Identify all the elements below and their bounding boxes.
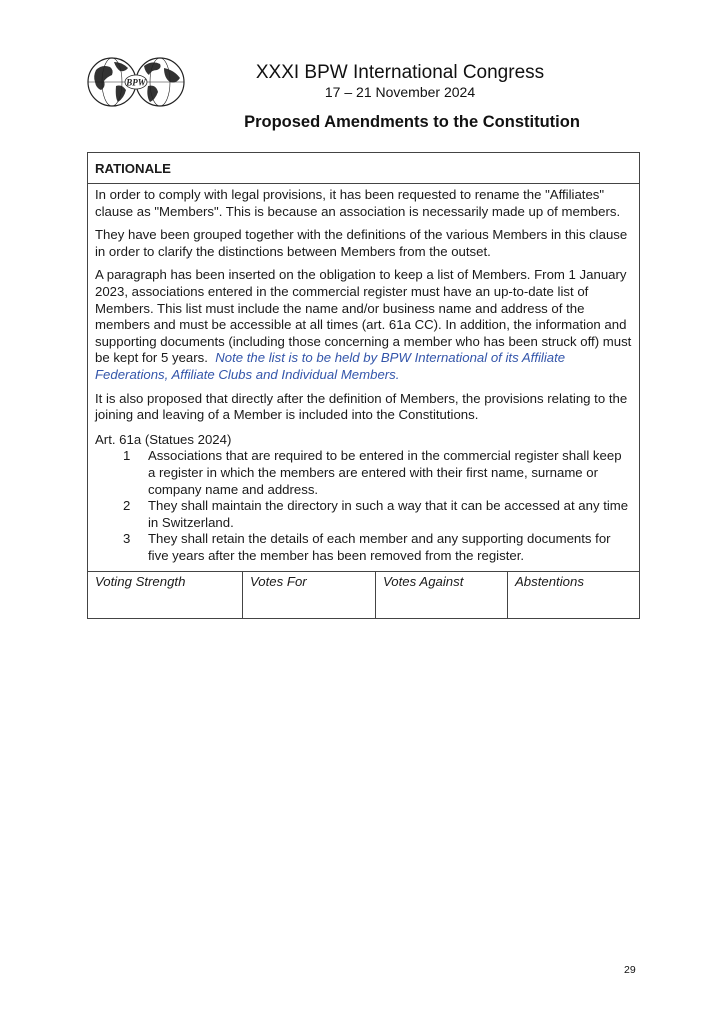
article-item — [95, 531, 632, 564]
bpw-globe-logo — [86, 56, 186, 108]
voting-row — [88, 572, 640, 619]
rationale-paragraph: It is also proposed that directly after the definition of Members, the provisions relating to the joining and leaving of a Member is included into the Constitutions. — [95, 390, 628, 423]
rationale-heading: RATIONALE — [88, 153, 640, 184]
article-item — [95, 448, 632, 498]
document-heading: Proposed Amendments to the Constitution — [244, 113, 580, 131]
rationale-paragraph-text: A paragraph has been inserted on the obligation to keep a list of Members. From 1 January 2023, associations entered in the commercial register must have an up-to-date list of Members. This list must include the name and/or business name and address of the members and must be accessible at all times (art. 61a CC). In addition, the information and supporting documents (including those concerning a member who has been struck off) must be kept for 5 years. — [95, 267, 632, 366]
rationale-table — [87, 152, 640, 619]
svg-text:BPW: BPW — [126, 77, 146, 88]
rationale-body — [88, 184, 640, 572]
article-item-number: 1 — [123, 448, 131, 464]
voting-strength-cell: Voting Strength — [88, 572, 243, 619]
article-item-text: They shall retain the details of each member and any supporting documents for five years after the member has been removed from the register. — [148, 531, 611, 563]
abstentions-cell: Abstentions — [508, 572, 640, 619]
votes-against-cell: Votes Against — [376, 572, 508, 619]
rationale-paragraph: In order to comply with legal provisions, it has been requested to rename the "Affiliates" clause as "Members". This is because an association is necessarily made up of members. — [95, 187, 621, 219]
congress-dates: 17 – 21 November 2024 — [324, 84, 476, 100]
article-item-text: They shall maintain the directory in such a way that it can be accessed at any time in Switzerland. — [148, 498, 629, 530]
article-title: Art. 61a (Statues 2024) — [95, 431, 232, 447]
rationale-paragraph — [95, 267, 632, 383]
article-item-number: 2 — [123, 498, 131, 514]
article-item-number: 3 — [123, 531, 131, 547]
article-list — [95, 448, 632, 564]
congress-title: XXXI BPW International Congress — [255, 62, 545, 83]
article-item-text: Associations that are required to be entered in the commercial register shall keep a register in which the members are entered with their first name, surname or company name and address. — [148, 448, 622, 497]
rationale-paragraph: They have been grouped together with the definitions of the various Members in this clause in order to clarify the distinctions between Members from the outset. — [95, 227, 628, 259]
affiliate-note: Note the list is to be held by BPW International of its Affiliate Federations, Affiliate Clubs and Individual Members. — [95, 350, 566, 382]
page-number: 29 — [624, 964, 636, 976]
votes-for-cell: Votes For — [243, 572, 376, 619]
article-item — [95, 498, 632, 531]
